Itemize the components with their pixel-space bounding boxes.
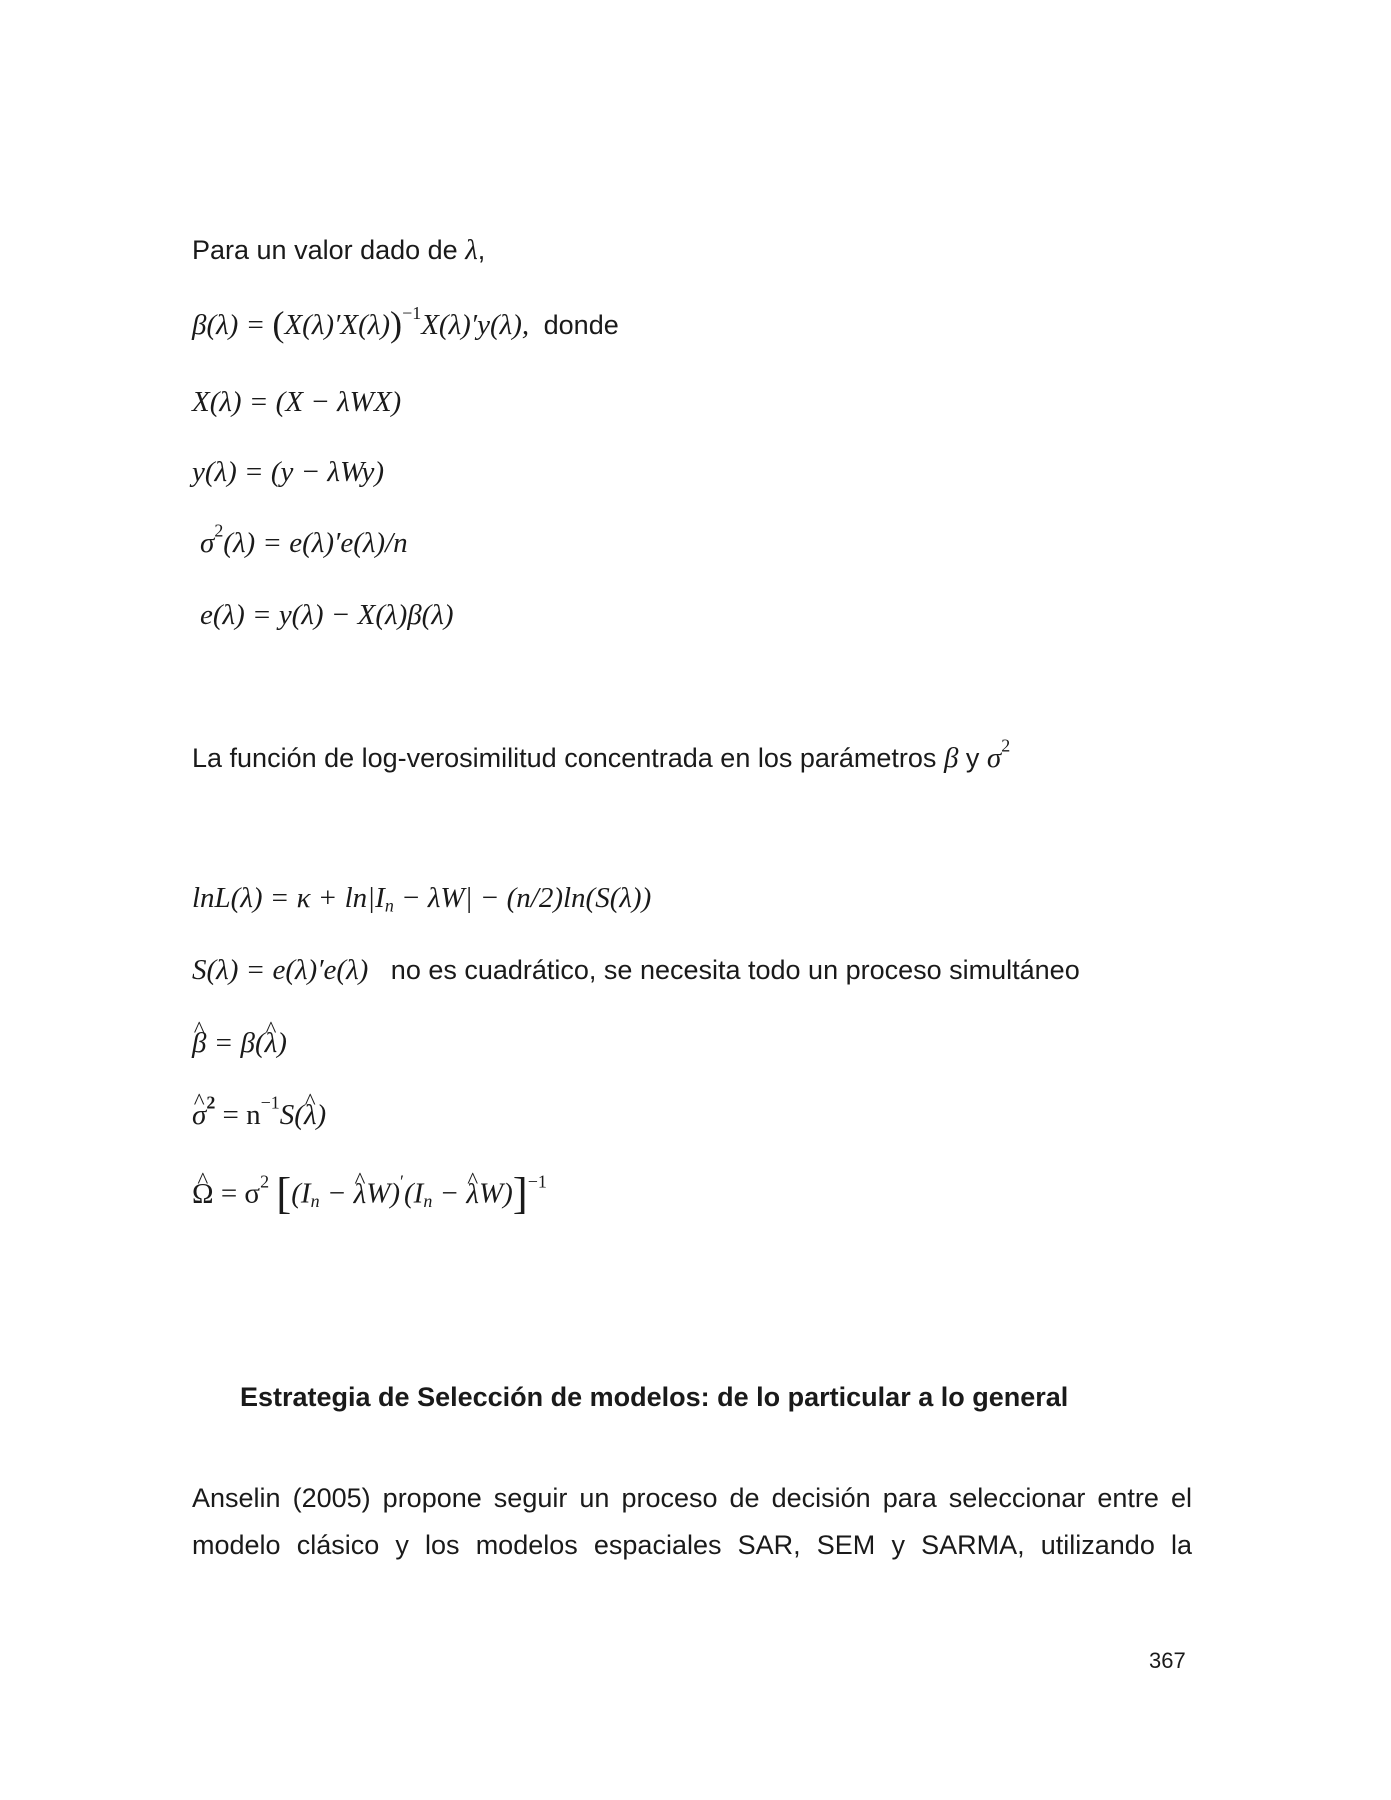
eq-sigmahat-lambda: λ ^ — [304, 1098, 317, 1132]
eq-omega-lambda2: λ ^ — [466, 1177, 479, 1211]
loglik-intro-line — [192, 735, 1011, 775]
eq-omega-omega: Ω ^ — [192, 1177, 214, 1211]
equation-y: y(λ) = (y − λWy) — [192, 456, 384, 488]
eq-sigmahat-mid: = n — [215, 1099, 261, 1131]
equation-betahat — [192, 1026, 287, 1060]
body-paragraph — [192, 1475, 1192, 1569]
eq-beta-note: donde — [543, 310, 619, 341]
loglik-intro-sigma: σ — [986, 742, 1002, 774]
eq-beta-open: ( — [272, 304, 285, 344]
eq-omega-p2: − — [319, 1177, 354, 1210]
eq-lnl-sub: n — [384, 895, 394, 916]
eq-omega-p4: (I — [403, 1177, 424, 1210]
loglik-intro-text: La función de log-verosimilitud concentrada en los parámetros — [192, 743, 937, 773]
eq-sigmahat-close: ) — [316, 1099, 327, 1131]
equation-sigma — [200, 520, 408, 560]
eq-lnl-part1: lnL(λ) = κ + ln|I — [192, 882, 385, 914]
loglik-intro-exp: 2 — [1001, 735, 1011, 756]
eq-s-note: no es cuadrático, se necesita todo un proceso simultáneo — [390, 955, 1080, 985]
eq-omega-sub1: n — [310, 1191, 320, 1212]
eq-beta-inner: X(λ)′X(λ) — [284, 309, 390, 342]
eq-sigmahat-s: S( — [279, 1099, 304, 1131]
equation-S-line — [192, 953, 1080, 987]
equation-lnL — [192, 881, 651, 915]
eq-omega-p6: W) — [478, 1177, 513, 1210]
eq-omega-eq: = σ — [213, 1177, 261, 1210]
eq-omega-rbracket: ] — [512, 1168, 528, 1218]
eq-omega-prime: ′ — [400, 1171, 404, 1192]
equation-beta — [192, 302, 619, 344]
loglik-intro-conj: y — [965, 743, 980, 773]
eq-betahat-beta: β ^ — [192, 1026, 206, 1060]
eq-omega-outer-exp: −1 — [527, 1171, 547, 1192]
equation-e: e(λ) = y(λ) − X(λ)β(λ) — [200, 599, 454, 631]
eq-sigmahat-nexp: −1 — [260, 1092, 280, 1113]
paragraph-line-1: Anselin (2005) propone seguir un proceso de decisión para seleccionar entre el — [192, 1483, 1192, 1513]
intro-line — [192, 233, 485, 267]
eq-omega-lbracket: [ — [276, 1168, 292, 1218]
eq-sigmahat-sigma: σ ^ — [192, 1098, 206, 1132]
section-heading: Estrategia de Selección de modelos: de lo particular a lo general — [240, 1382, 1069, 1412]
eq-beta-exp: −1 — [402, 302, 422, 323]
intro-lambda: λ — [465, 234, 478, 266]
eq-beta-lhs: β(λ) = — [192, 309, 273, 342]
eq-omega-lambda1: λ ^ — [354, 1177, 367, 1211]
eq-sigma-exp: 2 — [214, 520, 224, 541]
paragraph-line-2: modelo clásico y los modelos espaciales SAR, SEM y SARMA, utilizando la — [192, 1530, 1192, 1560]
loglik-intro-beta: β — [943, 742, 959, 774]
equation-sigmahat — [192, 1092, 327, 1132]
intro-punct: , — [477, 235, 486, 265]
intro-text: Para un valor dado de — [192, 235, 458, 265]
eq-omega-exp: 2 — [260, 1171, 270, 1192]
eq-betahat-close: ) — [277, 1027, 287, 1059]
eq-betahat-eq: = β( — [206, 1027, 265, 1059]
eq-betahat-lambda: λ ^ — [265, 1026, 278, 1060]
equation-omega — [192, 1168, 547, 1218]
eq-omega-p3: W) — [366, 1177, 401, 1210]
equation-X: X(λ) = (X − λWX) — [192, 386, 402, 418]
eq-omega-p5: − — [432, 1177, 467, 1210]
eq-sigma-rest: (λ) = e(λ)′e(λ)/n — [223, 527, 408, 559]
eq-beta-rest: X(λ)′y(λ), — [421, 309, 530, 342]
eq-sigma-base: σ — [200, 527, 215, 559]
eq-omega-p1: (I — [291, 1177, 311, 1210]
page-number: 367 — [1149, 1648, 1186, 1673]
eq-s-math: S(λ) = e(λ)′e(λ) — [192, 954, 369, 986]
eq-beta-close: ) — [390, 304, 403, 344]
eq-omega-sub2: n — [423, 1191, 433, 1212]
eq-lnl-part2: − λW| − (n/2)ln(S(λ)) — [393, 882, 652, 914]
eq-sigmahat-exp: 2 — [206, 1092, 216, 1113]
